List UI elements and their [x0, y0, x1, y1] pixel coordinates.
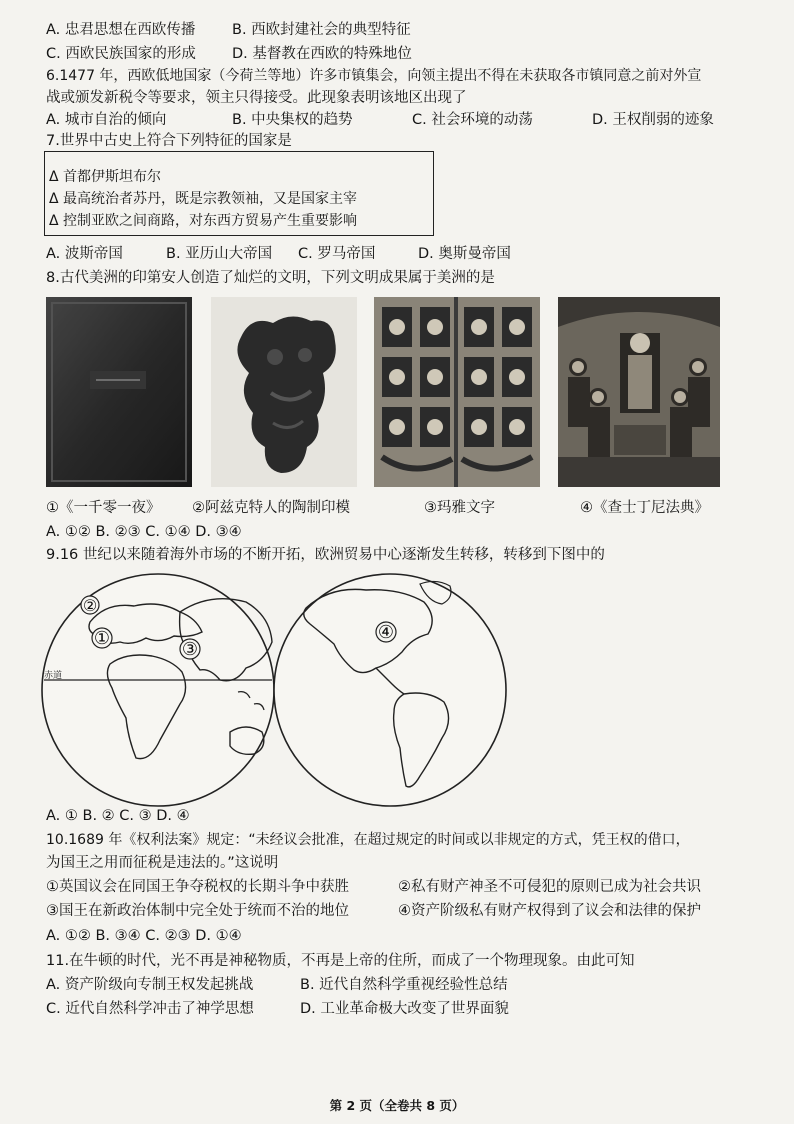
- q7-option-a: A. 波斯帝国: [46, 246, 123, 262]
- q7-feature-box: [44, 151, 434, 236]
- q10-stem-line2: 为国王之用而征税是违法的。”这说明: [46, 855, 279, 871]
- q10-statement-4: ④资产阶级私有财产权得到了议会和法律的保护: [398, 903, 701, 919]
- q11-option-a: A. 资产阶级向专制王权发起挑战: [46, 977, 254, 993]
- q10-statement-1: ①英国议会在同国王争夺税权的长期斗争中获胜: [46, 879, 349, 895]
- map-marker-3: ③: [181, 639, 199, 660]
- q9-options: A. ① B. ② C. ③ D. ④: [46, 808, 190, 824]
- q10-options: A. ①② B. ③④ C. ②③ D. ①④: [46, 928, 242, 944]
- q6-stem-line2: 战或颁发新税令等要求，领主只得接受。此现象表明该地区出现了: [46, 90, 467, 106]
- q5-option-b: B. 西欧封建社会的典型特征: [232, 22, 411, 38]
- q9-stem: 9.16 世纪以来随着海外市场的不断开拓，欧洲贸易中心逐渐发生转移，转移到下图中的: [46, 547, 605, 563]
- q11-option-c: C. 近代自然科学冲击了神学思想: [46, 1001, 254, 1017]
- q11-stem: 11.在牛顿的时代，光不再是神秘物质，不再是上帝的住所，而成了一个物理现象。由此可知: [46, 953, 635, 969]
- q10-statement-2: ②私有财产神圣不可侵犯的原则已成为社会共识: [398, 879, 701, 895]
- q8-caption-1: ①《一千零一夜》: [46, 500, 161, 516]
- q6-option-a: A. 城市自治的倾向: [46, 112, 167, 128]
- q8-image-2-clay-stamp: [211, 297, 357, 487]
- q9-world-map: [40, 572, 752, 812]
- q5-option-d: D. 基督教在西欧的特殊地位: [232, 46, 412, 62]
- q8-caption-2: ②阿兹克特人的陶制印模: [192, 500, 350, 516]
- q8-image-4-justinian-scene: [558, 297, 720, 487]
- western-hemisphere: [274, 574, 506, 806]
- q8-caption-3: ③玛雅文字: [424, 500, 495, 516]
- q11-option-b: B. 近代自然科学重视经验性总结: [300, 977, 508, 993]
- q7-feature-1: Δ 首都伊斯坦布尔: [49, 169, 162, 185]
- q7-feature-2: Δ 最高统治者苏丹，既是宗教领袖，又是国家主宰: [49, 191, 358, 207]
- q8-options: A. ①② B. ②③ C. ①④ D. ③④: [46, 524, 242, 540]
- q6-option-b: B. 中央集权的趋势: [232, 112, 353, 128]
- q11-option-d: D. 工业革命极大改变了世界面貌: [300, 1001, 509, 1017]
- q5-option-a: A. 忠君思想在西欧传播: [46, 22, 196, 38]
- q7-feature-3: Δ 控制亚欧之间商路，对东西方贸易产生重要影响: [49, 213, 358, 229]
- q5-option-c: C. 西欧民族国家的形成: [46, 46, 196, 62]
- map-marker-1: ①: [93, 628, 111, 649]
- q7-stem: 7.世界中古史上符合下列特征的国家是: [46, 133, 292, 149]
- q8-image-3-maya-glyphs: [374, 297, 540, 487]
- q6-stem-line1: 6.1477 年，西欧低地国家（今荷兰等地）许多市镇集会，向领主提出不得在未获取各市镇同意之前对外宣: [46, 68, 702, 84]
- page-footer: 第 2 页（全卷共 8 页）: [329, 1098, 465, 1113]
- q7-option-d: D. 奥斯曼帝国: [418, 246, 511, 262]
- q7-option-c: C. 罗马帝国: [298, 246, 376, 262]
- q10-stem-line1: 10.1689 年《权利法案》规定：“未经议会批准，在超过规定的时间或以非规定的方式，凭王权的借口，: [46, 832, 690, 848]
- q8-image-1-book: [46, 297, 192, 487]
- q8-stem: 8.古代美洲的印第安人创造了灿烂的文明，下列文明成果属于美洲的是: [46, 270, 495, 286]
- q10-statement-3: ③国王在新政治体制中完全处于统而不治的地位: [46, 903, 349, 919]
- q6-option-c: C. 社会环境的动荡: [412, 112, 533, 128]
- map-marker-2: ②: [82, 596, 98, 615]
- eastern-hemisphere: [42, 574, 274, 806]
- equator-label: 赤道: [44, 671, 63, 681]
- q7-option-b: B. 亚历山大帝国: [166, 246, 273, 262]
- map-marker-4: ④: [377, 622, 395, 643]
- q6-option-d: D. 王权削弱的迹象: [592, 112, 714, 128]
- q8-caption-4: ④《查士丁尼法典》: [580, 500, 709, 516]
